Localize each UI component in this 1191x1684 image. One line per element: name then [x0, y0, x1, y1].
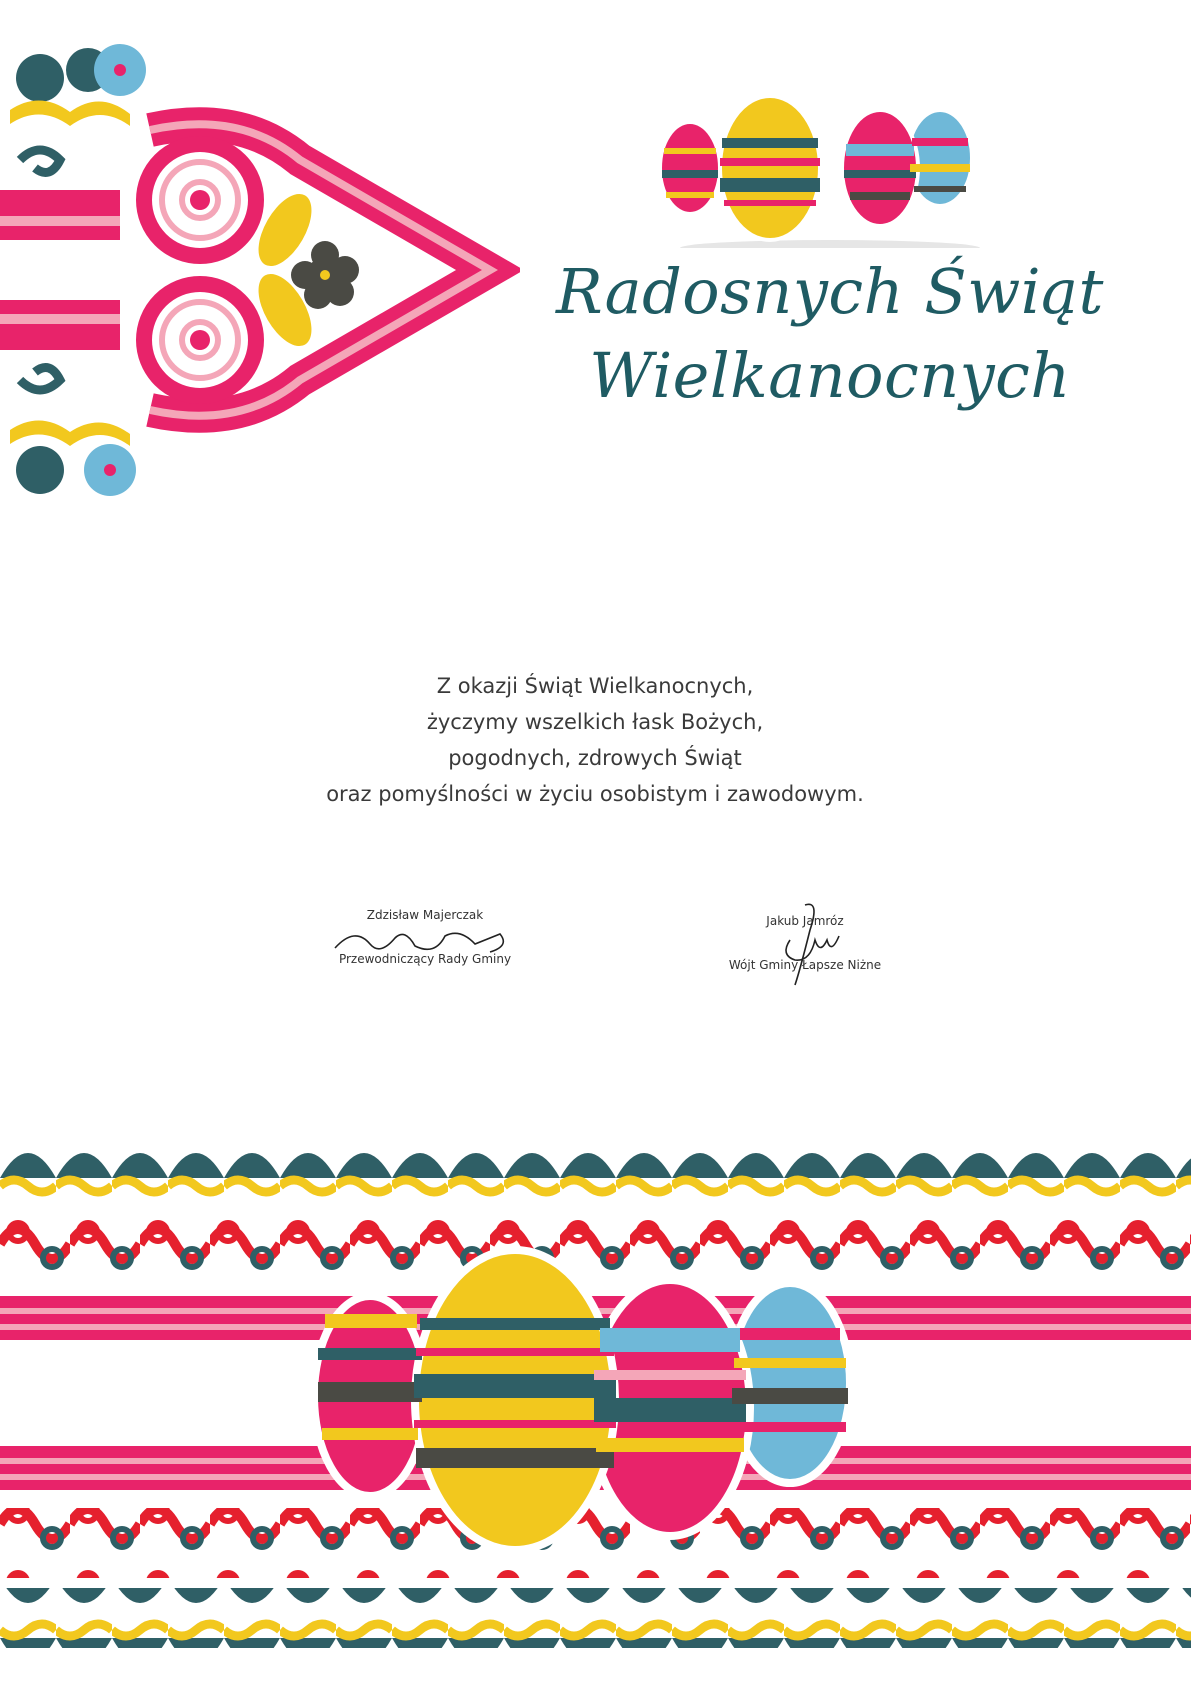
greeting-line: życzymy wszelkich łask Bożych, — [426, 710, 764, 734]
signatory-role: Wójt Gminy Łapsze Niżne — [728, 958, 882, 972]
greeting-line: oraz pomyślności w życiu osobistym i zawodowym. — [326, 782, 864, 806]
page-title — [490, 250, 1170, 418]
signatory-role: Przewodniczący Rady Gminy — [338, 952, 512, 966]
folk-pattern-border-icon — [0, 1138, 1191, 1684]
greeting-line: Z okazji Świąt Wielkanocnych, — [436, 674, 754, 698]
easter-eggs-icon — [660, 88, 990, 248]
folk-heart-ornament-icon — [0, 0, 520, 560]
greeting-text — [250, 668, 940, 812]
signatory-name: Zdzisław Majerczak — [366, 908, 484, 922]
title-line-1: Radosnych Świąt — [556, 255, 1104, 328]
title-line-2: Wielkanocnych — [589, 339, 1071, 412]
signatory-name: Jakub Jamróz — [766, 914, 844, 928]
signature-right — [705, 914, 905, 972]
greeting-line: pogodnych, zdrowych Świąt — [448, 746, 742, 770]
signature-left — [330, 908, 520, 966]
